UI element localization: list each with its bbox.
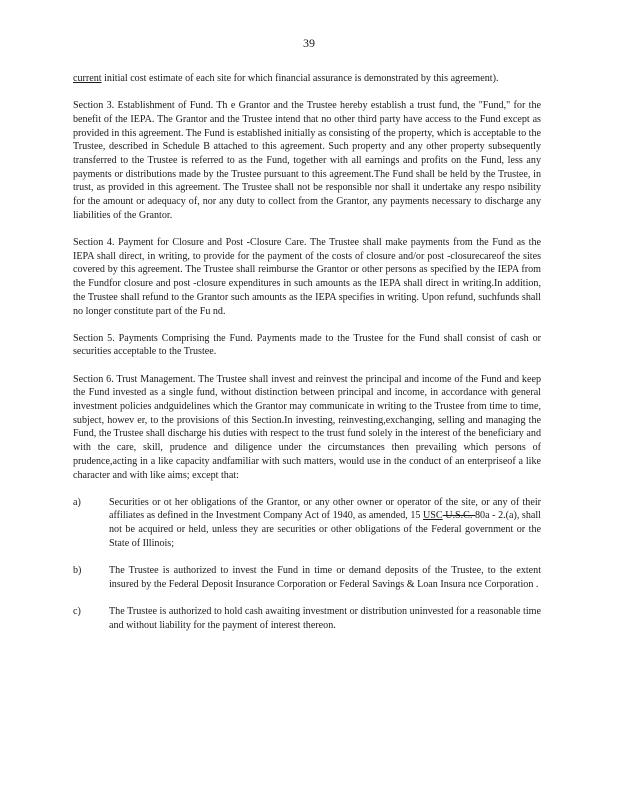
intro-paragraph <box>73 72 541 86</box>
list-item-c <box>73 605 541 632</box>
page-number: 39 <box>303 36 315 50</box>
list-item-text-a <box>109 496 541 551</box>
list-item-a-usc-underlined: USC <box>423 510 443 522</box>
section-4-paragraph: Section 4. Payment for Closure and Post -Closure Care. The Trustee shall make payments from the Fund as the IEPA shall direct, in writing, to provide for the payment of the costs of closure and/or post -closurecareof the sites covered by this agreement. The Trustee shall reimburse the Grantor or other persons as specified by the IEPA from the Fundfor closure and post -closure expenditures in such amounts as the IEPA shall direct in writing.In addition, the Trustee shall refund to the Grantor such amounts as the IEPA specifies in writing. Upon refund, suchfunds shall no longer constitute part of the Fu nd. <box>73 237 541 317</box>
list-item-label-b: b) <box>73 565 82 577</box>
list-item-a-text-start: Securities or ot her obligations of the Grantor, or any other owner or operator of the site, or any of their affiliates as defined in the Investment Company Act of 1940, as amended, 15 <box>109 496 541 522</box>
list-item-a <box>73 496 541 551</box>
intro-underlined-word: current <box>73 73 102 84</box>
document-body <box>73 72 541 646</box>
list-item-text-b: The Trustee is authorized to invest the Fund in time or demand deposits of the Trustee, to the extent insured by the Federal Deposit Insurance Corporation or Federal Savings & Loan Insura nce Corporation . <box>109 565 541 590</box>
section-3-paragraph: Section 3. Establishment of Fund. Th e Grantor and the Trustee hereby establish a trust fund, the "Fund," for the benefit of the IEPA. The Grantor and the Trustee intend that no other third party have access to the Fund except as provided in this agreement. The Fund is established initially as consisting of the property, which is acceptable to the Trustee, described in Schedule B attached to this agreement. Such property and any other property subsequently transferred to the Trustee is referred to as the Fund, together with all earnings and profits on the Fund, less any payments or distributions made by the Trustee pursuant to this agreement.The Fund shall be held by the Trustee, in trust, as provided in this agreement. The Trustee shall not be responsible nor shall it undertake any respo nsibility for the amount or adequacy of, nor any duty to collect from the Grantor, any payments necessary to discharge any liabilities of the Grantor. <box>73 100 541 221</box>
intro-text: initial cost estimate of each site for which financial assurance is demonstrated by this agreement). <box>101 73 499 84</box>
list-item-a-struck-text: U.S.C. <box>442 510 475 522</box>
list-item-b <box>73 564 541 591</box>
list-item-label-a: a) <box>73 496 81 508</box>
list-item-a-text-end: 80a - 2.(a), shall not be acquired or held, unless they are securities or other obligations of the Federal government or the State of Illinois; <box>109 510 541 549</box>
section-5-paragraph: Section 5. Payments Comprising the Fund. Payments made to the Trustee for the Fund shall consist of cash or securities acceptable to the Trustee. <box>73 332 541 358</box>
list-item-text-c: The Trustee is authorized to hold cash awaiting investment or distribution uninvested for a reasonable time and without liability for the payment of interest thereon. <box>109 606 541 631</box>
section-6-paragraph: Section 6. Trust Management. The Trustee shall invest and reinvest the principal and income of the Fund and keep the Fund invested as a single fund, without distinction between principal and income, in accordance with general investment policies andguidelines which the Grantor may communicate in writing to the Trustee from time to time, subject, howev er, to the provisions of this Section.In investing, reinvesting,exchanging, selling and managing the Fund, the Trustee shall discharge his duties with respect to the trust fund solely in the interest of the beneficiary and with the care, skill, prudence and diligence under the circumstances then prevailing which persons of prudence,acting in a like capacity andfamiliar with such matters, would use in the conduct of an enterpriseof a like character and with like aims; except that: <box>73 373 541 481</box>
list-item-label-c: c) <box>73 606 81 617</box>
